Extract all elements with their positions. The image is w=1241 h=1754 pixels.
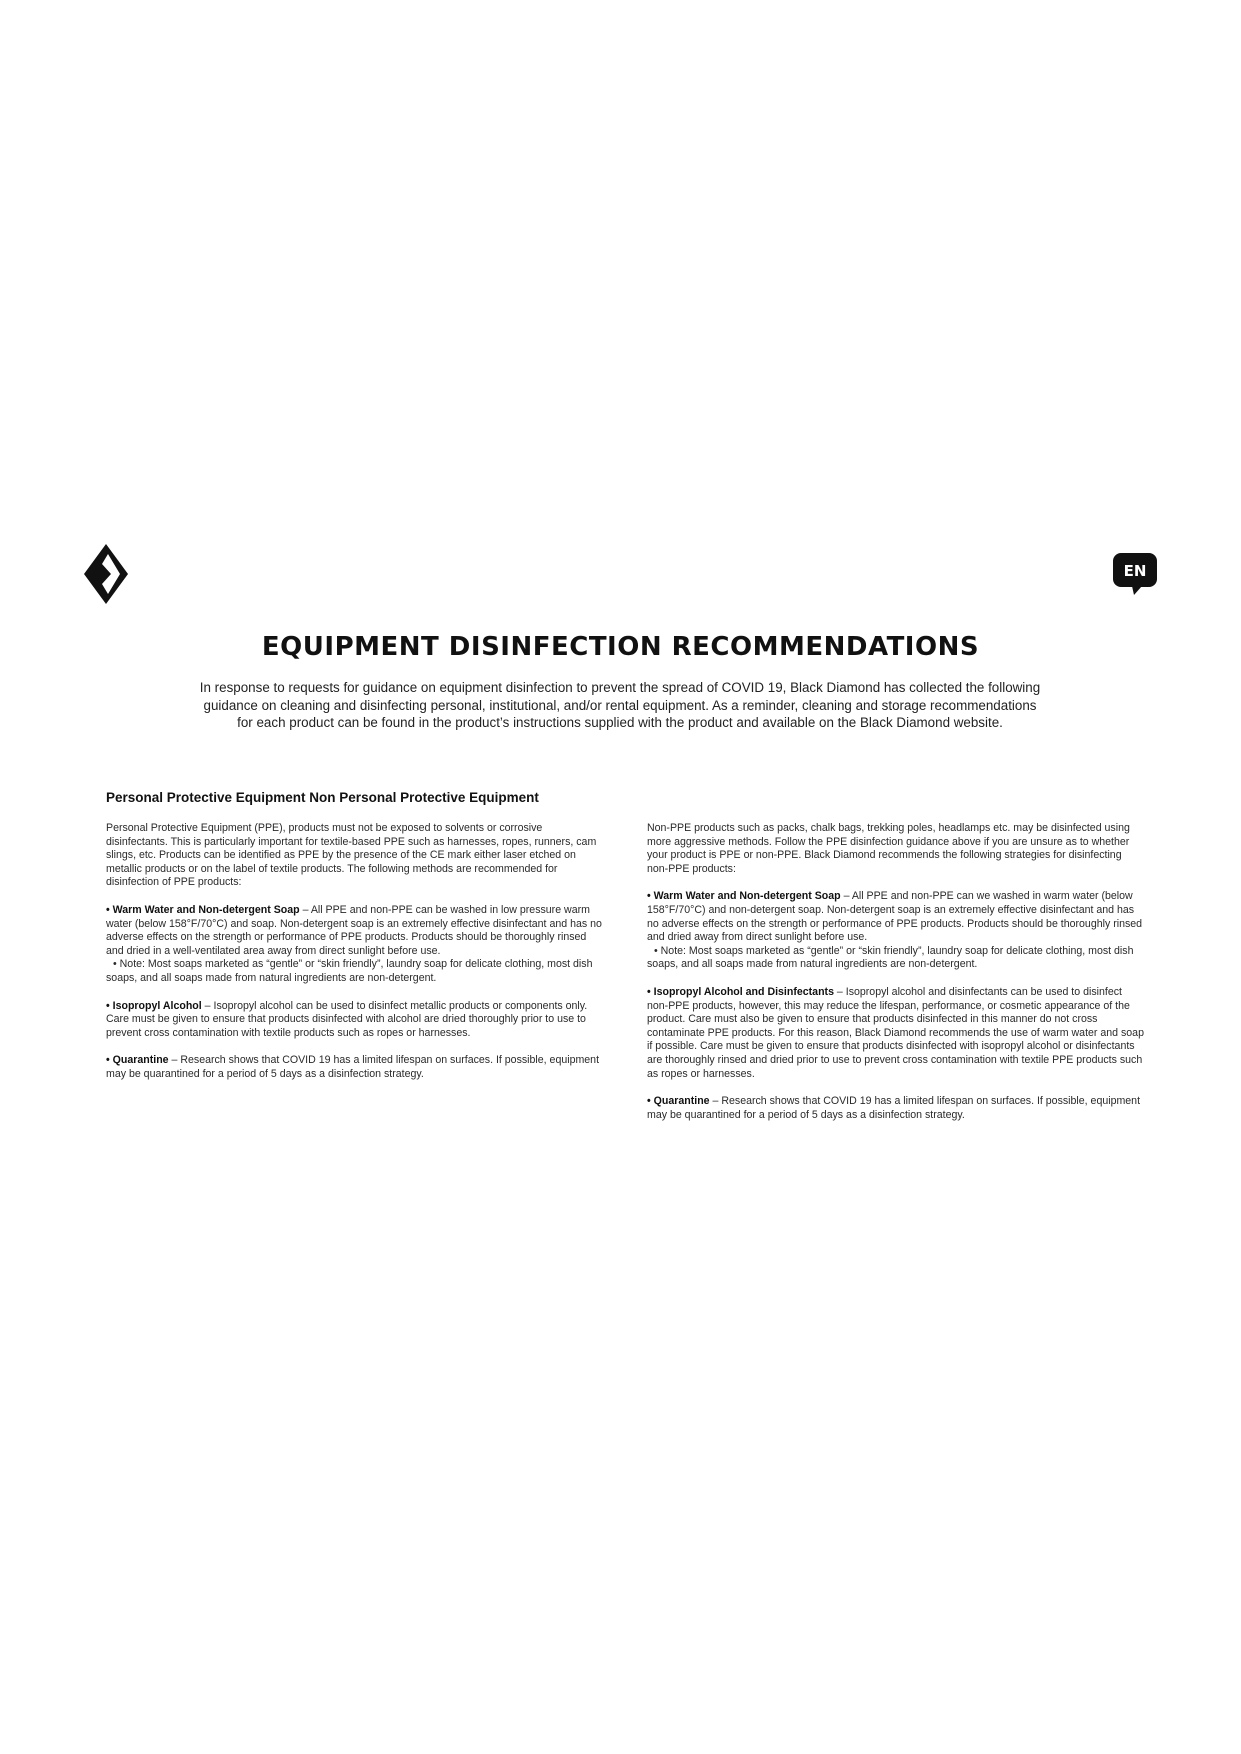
item-text: – Research shows that COVID 19 has a limited lifespan on surfaces. If possible, equipment may be quarantined for a period of 5 days as a disinfection strategy. [647, 1095, 1141, 1121]
non-ppe-intro: Non-PPE products such as packs, chalk bags, trekking poles, headlamps etc. may be disinfected using more aggressive methods. Follow the PPE disinfection guidance above if you are unsure as to whether your product is PPE or non-PPE. Black Diamond recommends the following strategies for disinfecting non-PPE products: [647, 822, 1130, 875]
item-text: – Isopropyl alcohol and disinfectants can be used to disinfect non-PPE products, however, this may reduce the lifespan, performance, or cosmetic appearance of the product. Care must also be given to ensure that products disinfected in this manner do not cross contaminate PPE products. For this reason, Black Diamond recommends the use of warm water and soap if possible. Care must be given to ensure that products disinfected with isopropyl alcohol or disinfectants are thoroughly rinsed and dried prior to use to prevent cross contamination with textile PPE products such as ropes or harnesses. [647, 985, 1144, 1080]
ppe-intro: Personal Protective Equipment (PPE), products must not be exposed to solvents or corrosive disinfectants. This is particularly important for textile-based PPE such as harnesses, ropes, runners, cam slings, etc. Products can be identified as PPE by the presence of the CE mark either laser etched on metallic products or on the label of textile products. The following methods are recommended for disinfection of PPE products: [106, 822, 597, 889]
language-label: EN [1123, 562, 1147, 580]
item-text: – All PPE and non-PPE can we washed in warm water (below 158°F/70°C) and non-detergent soap. Non-detergent soap is an extremely effective disinfectant and has no adverse effects on the strength or performance of PPE products. Products should be thoroughly rinsed and dried away from direct sunlight before use. [647, 890, 1143, 944]
item-label: • Quarantine [106, 1054, 169, 1067]
non-ppe-alcohol-item [647, 986, 1144, 1081]
language-badge [1112, 552, 1158, 596]
section-heading: Personal Protective Equipment Non Personal Protective Equipment [106, 790, 539, 805]
black-diamond-logo-icon [84, 544, 128, 604]
ppe-column [106, 822, 606, 1096]
item-text: – All PPE and non-PPE can be washed in low pressure warm water (below 158°F/70°C) and soap. Non-detergent soap is an extremely effective disinfectant and has no adverse effects on the strength or performance of PPE products. Products should be thoroughly rinsed and dried in a well-ventilated area away from direct sunlight before use. [106, 903, 602, 957]
non-ppe-warm-water-item [647, 890, 1144, 972]
item-text: – Isopropyl alcohol can be used to disinfect metallic products or components only. Care must be given to ensure that products disinfected with alcohol are dried thoroughly prior to use to prevent cross contamination with textile products such as ropes or harnesses. [106, 999, 588, 1039]
ppe-alcohol-item [106, 1000, 606, 1041]
ppe-quarantine-item [106, 1054, 606, 1081]
item-label: • Warm Water and Non-detergent Soap [647, 890, 841, 903]
non-ppe-column [647, 822, 1144, 1136]
ppe-warm-water-item [106, 904, 606, 986]
item-text: – Research shows that COVID 19 has a limited lifespan on surfaces. If possible, equipment may be quarantined for a period of 5 days as a disinfection strategy. [106, 1054, 600, 1080]
page-title: EQUIPMENT DISINFECTION RECOMMENDATIONS [261, 632, 980, 662]
non-ppe-quarantine-item [647, 1095, 1144, 1122]
item-label: • Isopropyl Alcohol and Disinfectants [647, 985, 834, 998]
ppe-soap-note: • Note: Most soaps marketed as “gentle” or “skin friendly”, laundry soap for delicate clothing, most dish soaps, and all soaps made from natural ingredients are non-detergent. [106, 958, 593, 984]
non-ppe-soap-note: • Note: Most soaps marketed as “gentle” or “skin friendly”, laundry soap for delicate clothing, most dish soaps, and all soaps made from natural ingredients are non-detergent. [647, 944, 1134, 971]
item-label: • Isopropyl Alcohol [106, 999, 202, 1012]
item-label: • Warm Water and Non-detergent Soap [106, 903, 300, 916]
intro-paragraph: In response to requests for guidance on equipment disinfection to prevent the spread of COVID 19, Black Diamond has collected the following guidance on cleaning and disinfecting personal, institutional, and/or rental equipment. As a reminder, cleaning and storage recommendations for each product can be found in the product’s instructions supplied with the product and available on the Black Diamond website. [199, 680, 1041, 730]
item-label: • Quarantine [647, 1095, 710, 1108]
